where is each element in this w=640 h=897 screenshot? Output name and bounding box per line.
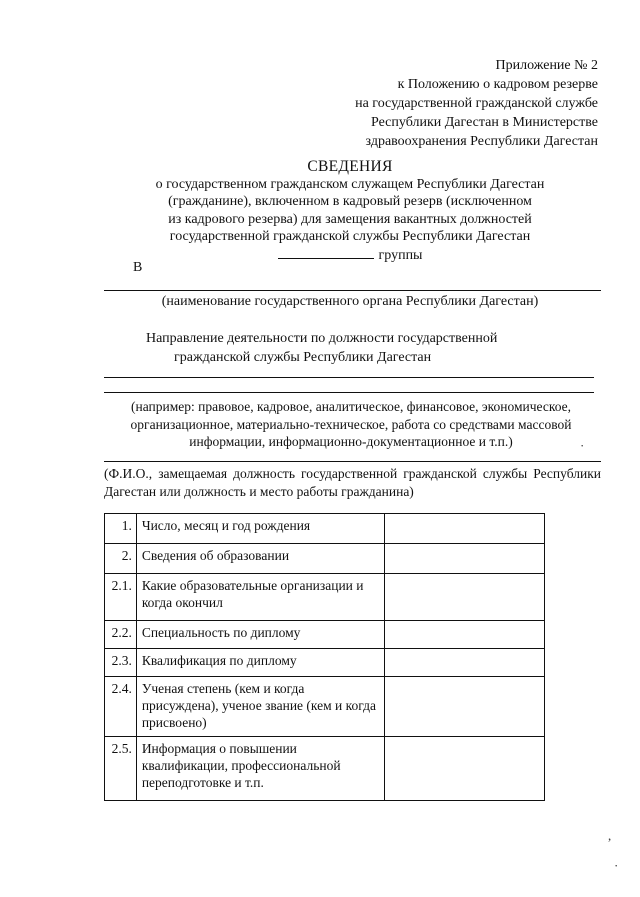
row-value-cell[interactable] — [385, 544, 545, 574]
scan-speck: · — [614, 858, 619, 873]
row-label: Сведения об образовании — [136, 544, 384, 574]
appendix-line: к Положению о кадровом резерве — [397, 77, 598, 92]
row-number: 2.2. — [105, 621, 137, 649]
row-value-cell[interactable] — [385, 574, 545, 621]
example-line: (например: правовое, кадровое, аналитическое, финансовое, экономическое, — [130, 399, 572, 414]
in-label: В — [133, 260, 143, 275]
title-line: государственной гражданской службы Республики Дагестан — [169, 229, 531, 244]
fio-line-field[interactable] — [104, 461, 601, 462]
document-title — [100, 158, 600, 264]
row-number: 2.5. — [105, 737, 137, 801]
table-row — [105, 649, 545, 677]
fio-caption: (Ф.И.О., замещаемая должность государственной гражданской службы Республики Дагестан или должность и место работы гражданина) — [104, 466, 601, 499]
org-name-line[interactable] — [104, 290, 601, 291]
appendix-line: Республики Дагестан в Министерстве — [371, 115, 598, 130]
scan-speck: , — [608, 828, 612, 843]
row-label: Число, месяц и год рождения — [136, 514, 384, 544]
appendix-line: Приложение № 2 — [495, 58, 598, 73]
row-number: 1. — [105, 514, 137, 544]
title-line: (гражданине), включенном в кадровый резерв (исключенном — [168, 194, 532, 209]
group-line — [100, 246, 600, 265]
row-value-cell[interactable] — [385, 677, 545, 737]
appendix-line: на государственной гражданской службе — [355, 96, 598, 111]
direction-line: Направление деятельности по должности государственной — [146, 331, 498, 346]
row-number: 2. — [105, 544, 137, 574]
title-heading: СВЕДЕНИЯ — [307, 158, 393, 175]
table-row — [105, 621, 545, 649]
table-row — [105, 677, 545, 737]
table-row — [105, 544, 545, 574]
title-line: из кадрового резерва) для замещения вакантных должностей — [168, 211, 532, 227]
appendix-line: здравоохранения Республики Дагестан — [365, 134, 598, 149]
scan-speck: · — [580, 438, 585, 453]
row-label: Квалификация по диплому — [136, 649, 384, 677]
direction-block — [146, 329, 497, 367]
table-row — [105, 737, 545, 801]
row-value-cell[interactable] — [385, 737, 545, 801]
row-number: 2.1. — [105, 574, 137, 621]
appendix-header — [355, 56, 598, 151]
direction-line: гражданской службы Республики Дагестан — [174, 350, 432, 365]
row-label: Информация о повышении квалификации, профессиональной переподготовке и т.п. — [136, 737, 384, 801]
example-line: информации, информационно-документационное и т.п.) — [189, 434, 513, 449]
row-label: Какие образовательные организации и когда окончил — [136, 574, 384, 621]
row-label: Специальность по диплому — [136, 621, 384, 649]
title-line: о государственном гражданском служащем Республики Дагестан — [155, 176, 545, 192]
row-value-cell[interactable] — [385, 514, 545, 544]
table-row — [105, 574, 545, 621]
example-note — [100, 398, 602, 451]
info-table — [104, 513, 545, 801]
row-label: Ученая степень (кем и когда присуждена), ученое звание (кем и когда присвоено) — [136, 677, 384, 737]
group-word: группы — [378, 247, 423, 263]
direction-line-field[interactable] — [104, 392, 594, 393]
row-number: 2.3. — [105, 649, 137, 677]
row-value-cell[interactable] — [385, 621, 545, 649]
org-caption: (наименование государственного органа Республики Дагестан) — [161, 294, 539, 309]
direction-line-field[interactable] — [104, 377, 594, 378]
row-number: 2.4. — [105, 677, 137, 737]
row-value-cell[interactable] — [385, 649, 545, 677]
group-blank-field[interactable] — [278, 246, 374, 259]
example-line: организационное, материально-техническое, работа со средствами массовой — [130, 416, 572, 432]
table-row — [105, 514, 545, 544]
